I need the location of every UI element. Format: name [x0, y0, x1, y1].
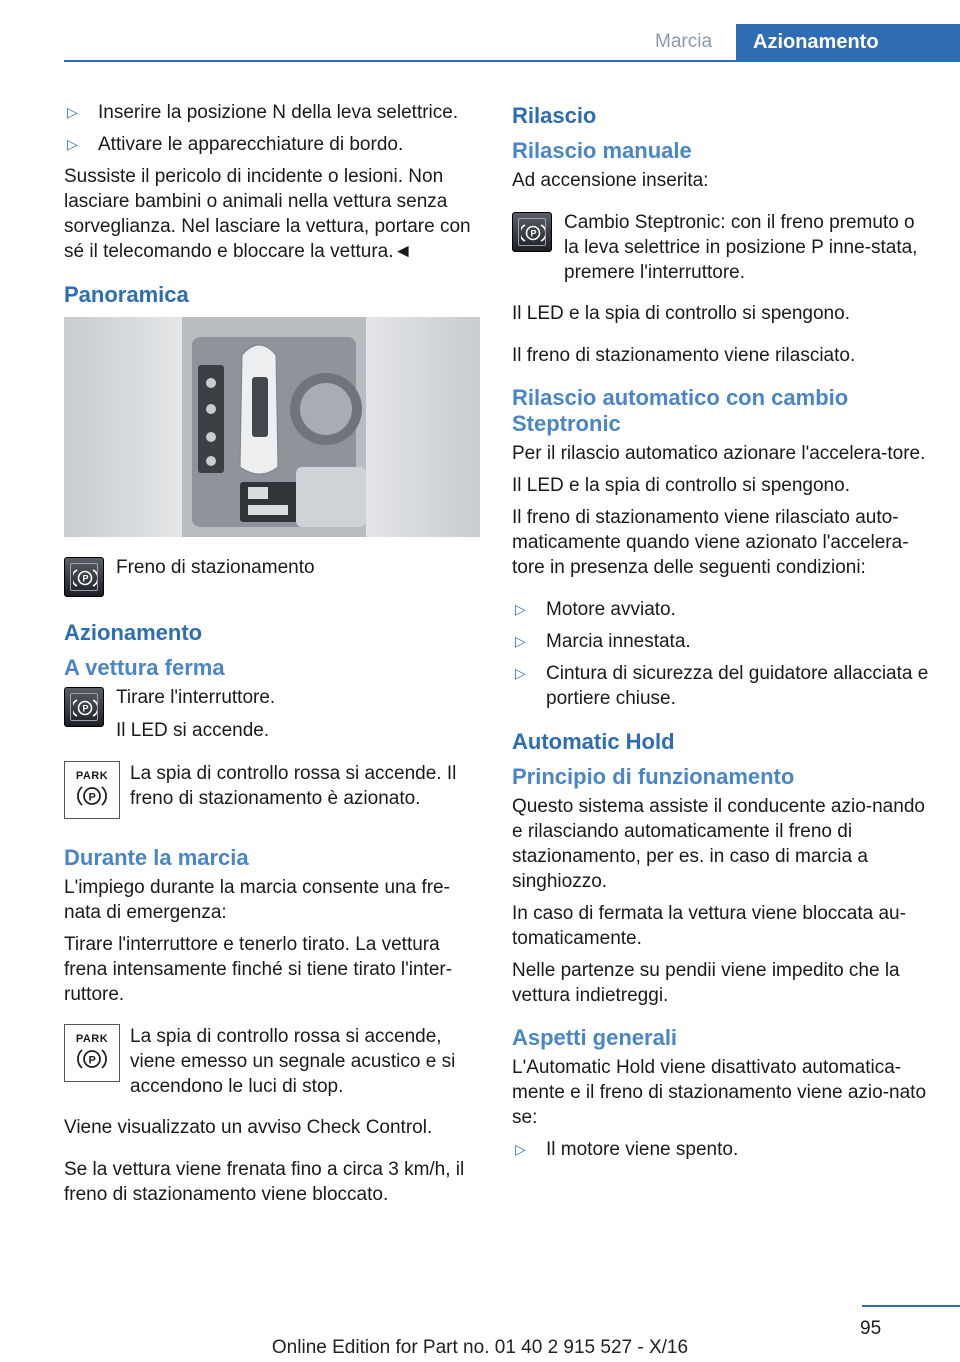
svg-text:P: P	[82, 573, 89, 584]
instruction-text: Tirare l'interruttore.	[116, 687, 276, 708]
header-chapter-tab: Azionamento	[736, 24, 960, 62]
park-warning-icon	[64, 761, 120, 819]
parking-brake-button-icon	[64, 687, 104, 727]
parking-brake-button-icon	[64, 557, 104, 597]
paragraph: Tirare l'interruttore e tenerlo tirato. La vettura frena intensamente finché si tiene tirato l'inter‐ruttore.	[64, 934, 453, 1005]
bullet-text: Motore avviato.	[546, 599, 676, 620]
paragraph: L'Automatic Hold viene disattivato automatica‐mente e il freno di stazionamento viene azio‐nato se:	[512, 1057, 927, 1128]
park-label: PARK	[75, 1033, 109, 1045]
indicator-row	[64, 1024, 482, 1107]
bullet-text: Cintura di sicurezza del guidatore allacciata e portiere chiuse.	[546, 663, 929, 709]
left-column	[64, 100, 482, 1214]
heading-panoramica: Panoramica	[64, 282, 189, 307]
heading-durante-marcia: Durante la marcia	[64, 845, 249, 870]
svg-text:P: P	[82, 703, 89, 714]
paragraph: Il freno di stazionamento viene rilasciato.	[512, 345, 856, 366]
photo-caption: Freno di stazionamento	[116, 557, 315, 578]
heading-vettura-ferma: A vettura ferma	[64, 655, 225, 680]
bullet-text: Attivare le apparecchiature di bordo.	[98, 134, 404, 155]
paragraph: Per il rilascio automatico azionare l'accelera‐tore.	[512, 443, 926, 464]
instruction-row	[64, 685, 482, 751]
indicator-row	[64, 761, 482, 819]
warning-paragraph: Sussiste il pericolo di incidente o lesioni. Non lasciare bambini o animali nella vettura senza sorveglianza. Nel lasciare la vettura, portare con sé il telecomando e bloccare la vettura.◄	[64, 166, 471, 262]
park-label: PARK	[75, 770, 109, 782]
center-console-photo	[64, 317, 480, 537]
instruction-text: Il LED si accende.	[116, 720, 270, 741]
header-section-label: Marcia	[655, 31, 713, 52]
paragraph: L'impiego durante la marcia consente una fre‐nata di emergenza:	[64, 877, 450, 923]
instruction-row	[512, 210, 932, 293]
paragraph: Il LED e la spia di controllo si spengono.	[512, 303, 850, 324]
bullet-text: Inserire la posizione N della leva selettrice.	[98, 102, 459, 123]
bullet-item	[512, 1137, 932, 1162]
instruction-text: Cambio Steptronic: con il freno premuto o la leva selettrice in posizione P inne‐stata, premere l'interruttore.	[564, 212, 918, 283]
heading-rilascio-manuale: Rilascio manuale	[512, 138, 692, 163]
indicator-text: La spia di controllo rossa si accende, viene emesso un segnale acustico e si accendono le luci di stop.	[130, 1026, 456, 1097]
triangle-bullet-icon: ▷	[515, 665, 526, 681]
triangle-bullet-icon: ▷	[515, 601, 526, 617]
paragraph: Questo sistema assiste il conducente azio‐nando e rilasciando automaticamente il freno di stazionamento, per es. in caso di marcia a singhiozzo.	[512, 796, 925, 892]
online-edition-footer: Online Edition for Part no. 01 40 2 915 527 - X/16	[271, 1337, 689, 1358]
bullet-text: Il motore viene spento.	[546, 1139, 739, 1160]
heading-azionamento: Azionamento	[64, 620, 203, 645]
paragraph: Il LED e la spia di controllo si spengono.	[512, 475, 850, 496]
paragraph: Ad accensione inserita:	[512, 170, 709, 191]
heading-rilascio: Rilascio	[512, 103, 597, 128]
svg-text:P: P	[88, 791, 96, 804]
page-number: 95	[860, 1318, 882, 1339]
triangle-bullet-icon: ▷	[67, 104, 78, 120]
paragraph: Nelle partenze su pendii viene impedito che la vettura indietreggi.	[512, 960, 900, 1006]
bullet-item	[512, 629, 932, 654]
bullet-item	[512, 661, 932, 711]
indicator-text: La spia di controllo rossa si accende. Il freno di stazionamento è azionato.	[130, 763, 457, 809]
svg-text:P: P	[530, 228, 537, 239]
bullet-item	[64, 132, 482, 157]
park-warning-icon	[64, 1024, 120, 1082]
bullet-text: Marcia innestata.	[546, 631, 691, 652]
triangle-bullet-icon: ▷	[515, 633, 526, 649]
paragraph: Se la vettura viene frenata fino a circa 3 km/h, il freno di stazionamento viene bloccato.	[64, 1159, 465, 1205]
paragraph: In caso di fermata la vettura viene bloccata au‐tomaticamente.	[512, 903, 906, 949]
bullet-item	[64, 100, 482, 125]
caption-row	[64, 555, 482, 597]
heading-principio: Principio di funzionamento	[512, 764, 795, 789]
header-rule	[64, 60, 960, 62]
paragraph: Viene visualizzato un avviso Check Control.	[64, 1117, 433, 1138]
svg-text:P: P	[88, 1054, 96, 1067]
heading-automatic-hold: Automatic Hold	[512, 729, 675, 754]
right-column	[512, 100, 932, 1169]
heading-rilascio-automatico: Rilascio automatico con cambio Steptronic	[512, 385, 849, 436]
paragraph: Il freno di stazionamento viene rilasciato auto‐maticamente quando viene azionato l'accelera‐tore in presenza delle seguenti condizioni:	[512, 507, 909, 578]
parking-brake-button-icon	[512, 212, 552, 252]
triangle-bullet-icon: ▷	[67, 136, 78, 152]
footer-rule	[862, 1305, 960, 1307]
bullet-item	[512, 597, 932, 622]
heading-aspetti-generali: Aspetti generali	[512, 1025, 678, 1050]
triangle-bullet-icon: ▷	[515, 1141, 526, 1157]
